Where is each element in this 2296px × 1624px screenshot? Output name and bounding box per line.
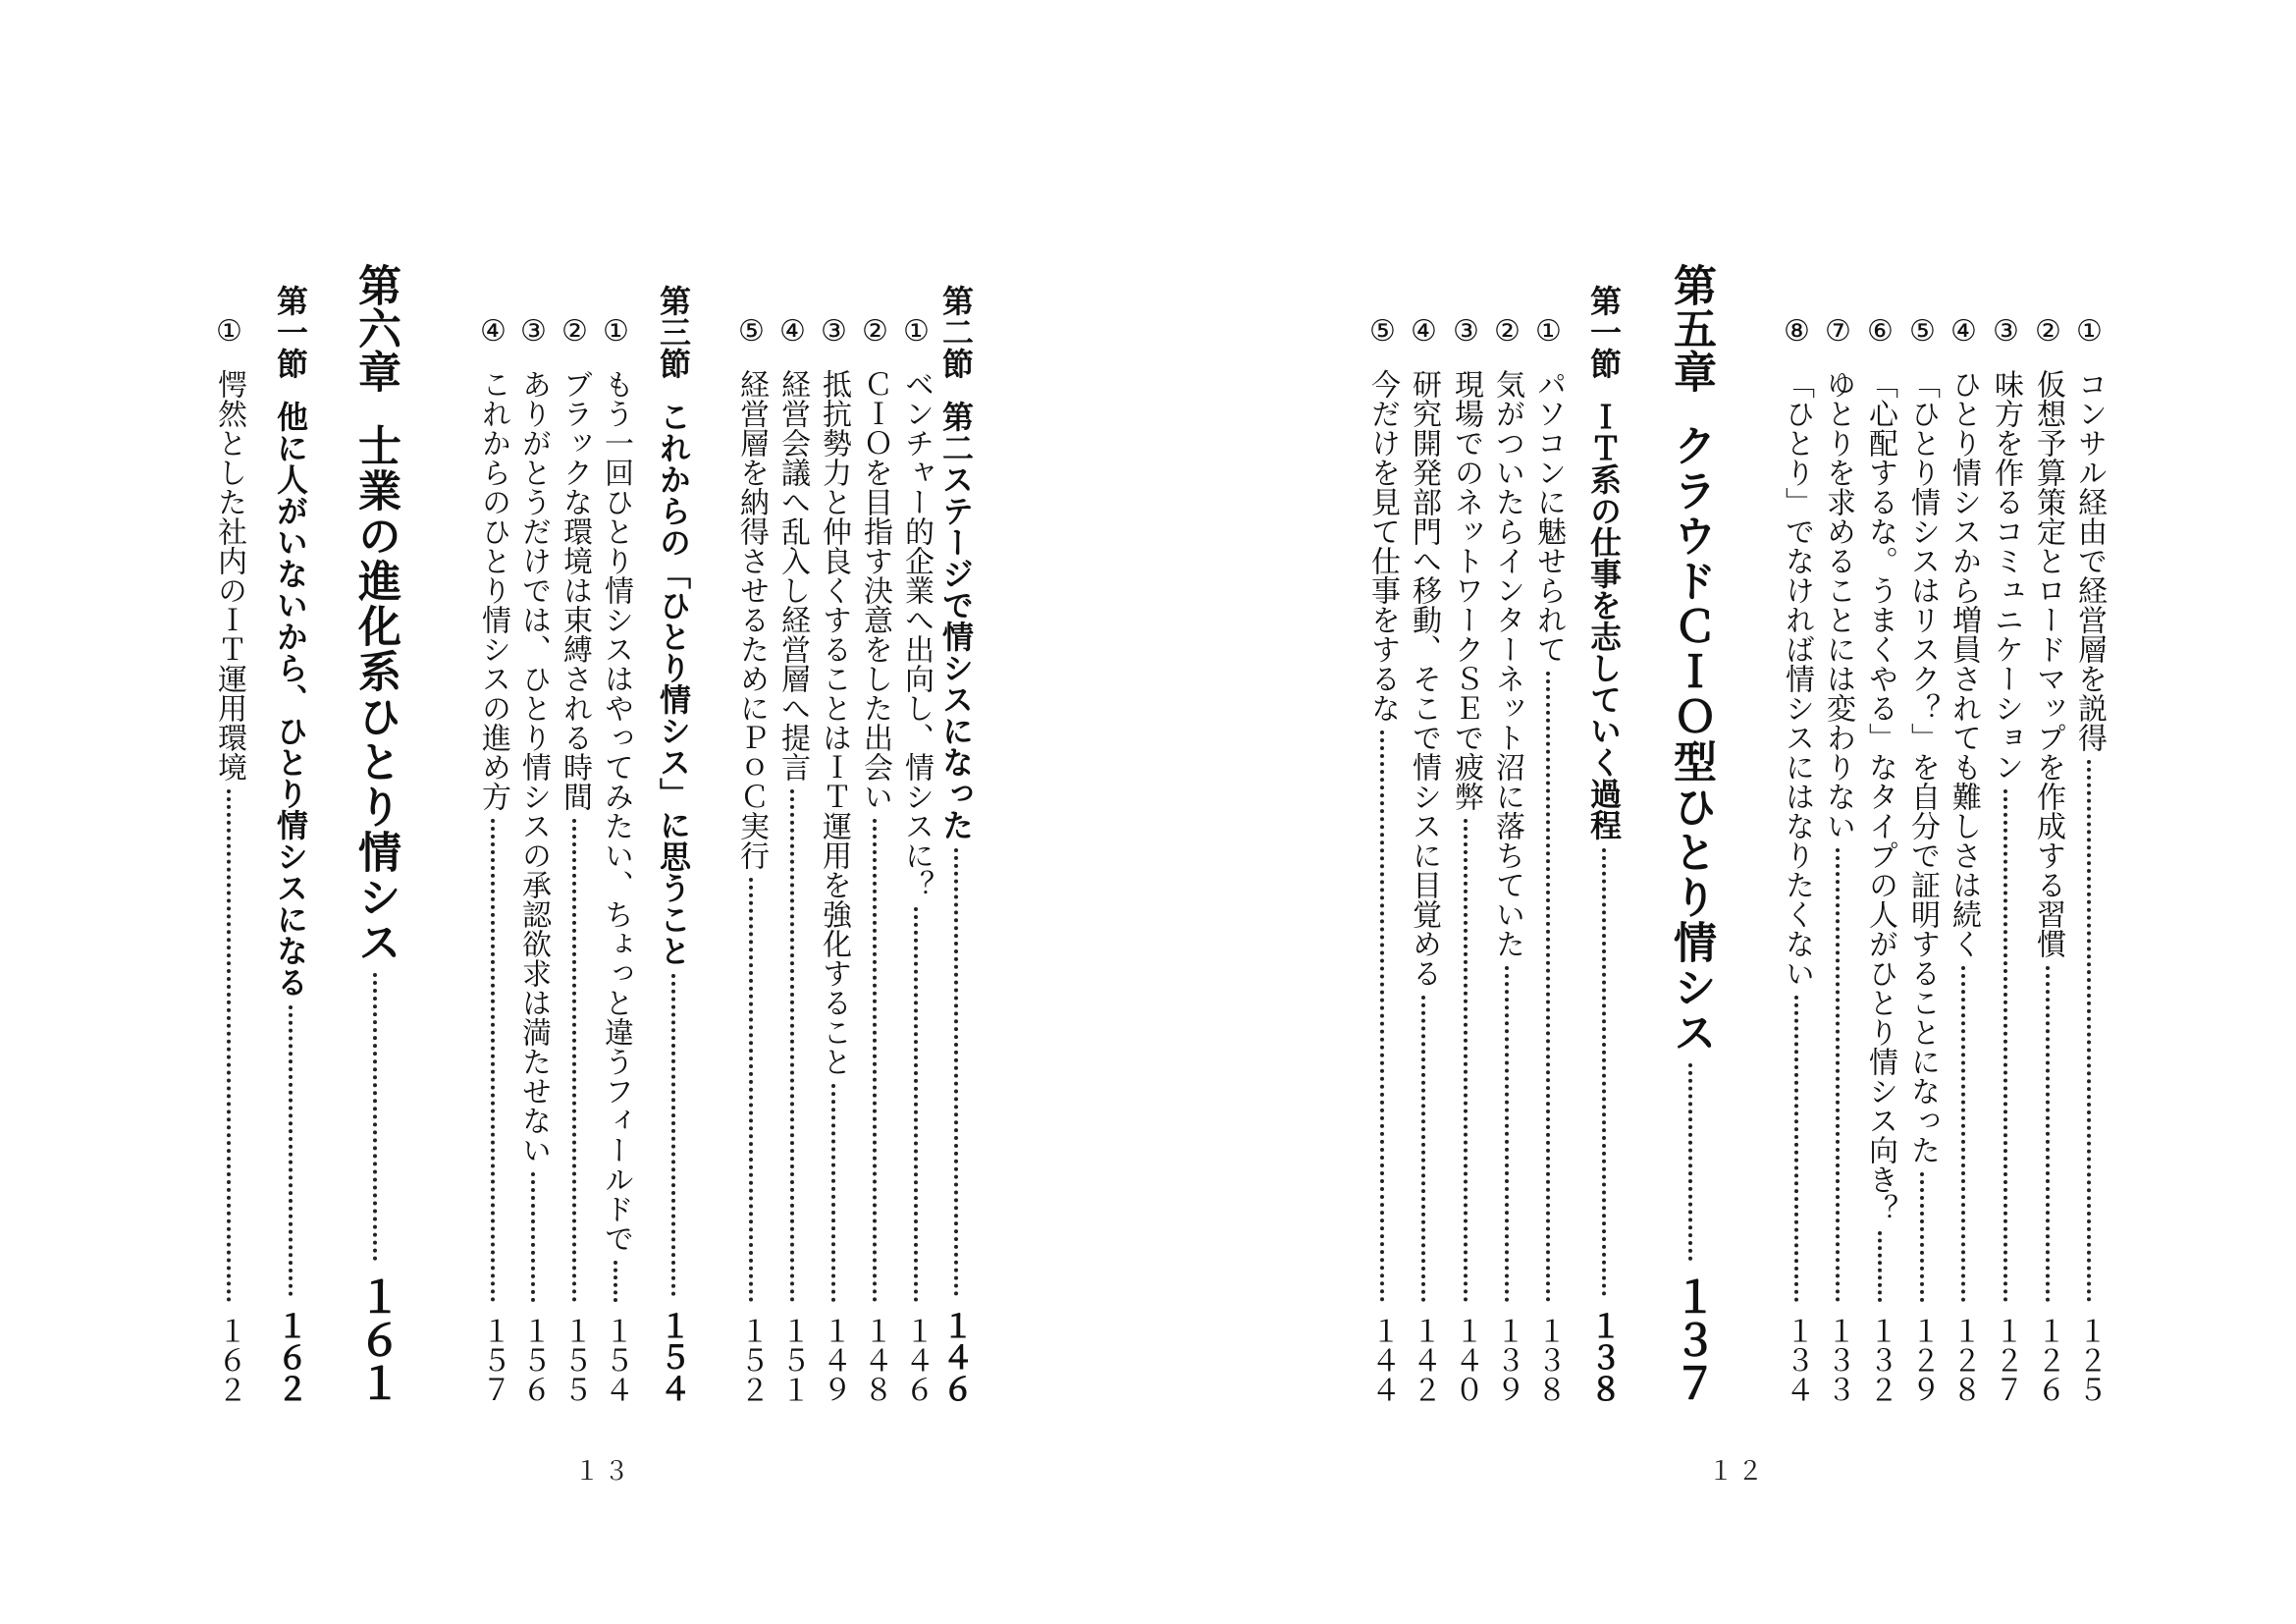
item-title: 「ひとり」でなければ情シスにはなりたくない — [1780, 369, 1814, 988]
item-title: 今だけを見て仕事をするな — [1365, 369, 1400, 723]
page-number: １２５ — [2072, 1316, 2107, 1404]
toc-entry-sub — [516, 314, 551, 1404]
item-number: ① — [1531, 314, 1566, 349]
toc-entry-sub — [1905, 314, 1940, 1404]
page-number: １２７ — [1989, 1316, 2023, 1404]
item-title: パソコンに魅せられて — [1531, 369, 1566, 664]
section-title: これからの「ひとり情シス」に思うこと — [655, 401, 692, 967]
toc-entry-sub — [1365, 314, 1400, 1404]
page-number: １５５ — [558, 1316, 592, 1404]
item-number: ③ — [516, 314, 551, 349]
item-number: ③ — [817, 314, 851, 349]
toc-entry-sub — [1947, 314, 1981, 1404]
page-number: １４４ — [1365, 1316, 1400, 1404]
page-number: １５４ — [599, 1316, 633, 1404]
item-number: ④ — [775, 314, 810, 349]
toc-entry-sub — [1449, 314, 1483, 1404]
dot-leader — [2003, 789, 2007, 1302]
section-number: 第二節 — [937, 285, 975, 379]
toc-entry-chap — [350, 263, 400, 1404]
toc-entry-sub — [1865, 314, 1895, 1404]
toc-entry-sub — [775, 314, 810, 1404]
toc-entry-chap — [1666, 263, 1716, 1404]
item-title: 研究開発部門へ移動、そこで情シスに目覚める — [1407, 369, 1441, 988]
toc-entry-sub — [1989, 314, 2023, 1404]
item-number: ② — [1490, 314, 1524, 349]
chapter-number: 第五章 — [1666, 263, 1716, 393]
page-number: １３７ — [1666, 1274, 1716, 1404]
item-title: 経営会議へ乱入し経営層へ提言 — [775, 369, 810, 782]
toc-entry-sub — [599, 314, 633, 1404]
item-number: ④ — [1407, 314, 1441, 349]
dot-leader — [873, 819, 877, 1302]
item-title: もう一回ひとり情シスはやってみたい、ちょっと違うフィールドで — [599, 369, 633, 1253]
item-title: 経営層を納得させるためにＰｏＣ実行 — [734, 369, 769, 870]
item-number: ② — [558, 314, 592, 349]
page-number: １６２ — [212, 1316, 246, 1404]
item-number: ① — [2072, 314, 2107, 349]
dot-leader — [1602, 848, 1606, 1296]
page-number: １３２ — [1863, 1316, 1897, 1404]
dot-leader — [831, 1084, 835, 1302]
page-number: １３８ — [1585, 1310, 1623, 1404]
item-title: 抵抗勢力と仲良くすることはＩＴ運用を強化すること — [817, 369, 851, 1076]
item-title: ＣＩＯを目指す決意をした出会い — [858, 369, 892, 811]
dot-leader — [491, 819, 495, 1302]
toc-entry-sub — [476, 314, 510, 1404]
item-number: ① — [899, 314, 934, 349]
page-number: １４６ — [899, 1316, 934, 1404]
dot-leader — [1920, 1172, 1924, 1302]
page-number: １５７ — [476, 1316, 510, 1404]
dot-leader — [531, 1172, 535, 1302]
dot-leader — [1505, 966, 1509, 1302]
item-number: ⑧ — [1780, 314, 1814, 349]
page-number: １５６ — [516, 1316, 551, 1404]
toc-entry-sec — [272, 285, 309, 1404]
dot-leader — [790, 789, 794, 1302]
item-number: ⑤ — [1365, 314, 1400, 349]
dot-leader — [749, 878, 753, 1302]
item-number: ③ — [1989, 314, 2023, 349]
item-number: ⑤ — [734, 314, 769, 349]
item-title: ひとり情シスから増員されても難しさは続く — [1947, 369, 1981, 958]
toc-entry-sub — [212, 314, 246, 1404]
page-number: １２９ — [1905, 1316, 1940, 1404]
page-number: １４０ — [1449, 1316, 1483, 1404]
page-number: １３８ — [1531, 1316, 1566, 1404]
dot-leader — [1380, 731, 1384, 1302]
dot-leader — [1688, 1063, 1692, 1261]
item-number: ② — [2031, 314, 2065, 349]
item-title: これからのひとり情シスの進め方 — [476, 369, 510, 811]
dot-leader — [1546, 672, 1550, 1302]
page-number: １６１ — [350, 1274, 400, 1404]
page-number: １３３ — [1821, 1316, 1855, 1404]
page-number: １３９ — [1490, 1316, 1524, 1404]
toc-entry-sub — [1531, 314, 1566, 1404]
page-number: １５２ — [734, 1316, 769, 1404]
item-title: 気がついたらインターネット沼に落ちていた — [1490, 369, 1524, 958]
toc-entry-sub — [734, 314, 769, 1404]
item-title: ブラックな環境は束縛される時間 — [558, 369, 592, 811]
item-number: ④ — [1947, 314, 1981, 349]
section-number: 第三節 — [655, 285, 692, 379]
item-title: 仮想予算策定とロードマップを作成する習慣 — [2031, 369, 2065, 958]
item-title: ゆとりを求めることには変わりない — [1821, 369, 1855, 840]
dot-leader — [227, 789, 231, 1302]
left-page-folio: １３ — [574, 1457, 634, 1487]
dot-leader — [1878, 1231, 1882, 1302]
dot-leader — [1794, 996, 1798, 1302]
item-number: ① — [212, 314, 246, 349]
toc-entry-sub — [2031, 314, 2065, 1404]
dot-leader — [373, 973, 377, 1261]
section-title: 第二ステージで情シスになった — [937, 401, 975, 841]
toc-entry-sec — [1585, 285, 1623, 1404]
chapter-title: クラウドＣＩＯ型ひとり情シス — [1666, 422, 1716, 1056]
toc-entry-sub — [1780, 314, 1814, 1404]
toc-entry-sub — [1407, 314, 1441, 1404]
toc-entry-sub — [858, 314, 892, 1404]
item-title: 現場でのネットワークＳＥで疲弊 — [1449, 369, 1483, 811]
item-title: ありがとうだけでは、ひとり情シスの承認欲求は満たせない — [516, 369, 551, 1164]
toc-entry-sec — [937, 285, 975, 1404]
dot-leader — [1421, 996, 1425, 1302]
toc-entry-sub — [1492, 314, 1522, 1404]
page-number: １３４ — [1780, 1316, 1814, 1404]
page-number: １４９ — [817, 1316, 851, 1404]
item-number: ① — [599, 314, 633, 349]
chapter-title: 士業の進化系ひとり情シス — [350, 422, 400, 965]
page-number: １２６ — [2031, 1316, 2065, 1404]
dot-leader — [914, 907, 918, 1302]
section-number: 第一節 — [1585, 285, 1623, 379]
page-number: １４２ — [1407, 1316, 1441, 1404]
toc-entry-sub — [2072, 314, 2107, 1404]
dot-leader — [289, 1005, 293, 1296]
toc-entry-sub — [817, 314, 851, 1404]
page-number: １４８ — [858, 1316, 892, 1404]
item-number: ④ — [476, 314, 510, 349]
page-number: １５４ — [655, 1310, 692, 1404]
section-title: 他に人がいないから、ひとり情シスになる — [272, 401, 309, 999]
dot-leader — [1961, 966, 1965, 1302]
dot-leader — [2046, 966, 2050, 1302]
toc-entry-sub — [899, 314, 934, 1404]
item-number: ② — [858, 314, 892, 349]
page-number: １６２ — [272, 1310, 309, 1404]
item-number: ⑦ — [1821, 314, 1855, 349]
toc-entry-sub — [558, 314, 592, 1404]
page-number: １２８ — [1947, 1316, 1981, 1404]
item-number: ⑤ — [1905, 314, 1940, 349]
item-number: ⑥ — [1863, 314, 1897, 349]
toc-entry-sub — [1821, 314, 1855, 1404]
dot-leader — [671, 974, 675, 1296]
dot-leader — [572, 819, 576, 1302]
section-number: 第一節 — [272, 285, 309, 379]
page-number: １４６ — [937, 1310, 975, 1404]
item-title: コンサル経由で経営層を説得 — [2072, 369, 2107, 752]
page-number: １５１ — [775, 1316, 810, 1404]
dot-leader — [1836, 848, 1840, 1302]
item-title: 「ひとり情シスはリスク？」を自分で証明することになった — [1905, 369, 1940, 1164]
dot-leader — [2087, 760, 2091, 1302]
item-title: ベンチャー的企業へ出向し、情シスに？ — [899, 369, 934, 899]
dot-leader — [1464, 819, 1468, 1302]
dot-leader — [954, 848, 958, 1296]
dot-leader — [614, 1261, 617, 1302]
chapter-number: 第六章 — [350, 263, 400, 393]
section-title: ＩＴ系の仕事を志していく過程 — [1585, 401, 1623, 841]
right-page-folio: １２ — [1708, 1457, 1768, 1487]
item-title: 愕然とした社内のＩＴ運用環境 — [212, 369, 246, 782]
item-number: ③ — [1449, 314, 1483, 349]
item-title: 「心配するな。うまくやる」なタイプの人がひとり情シス向き？ — [1863, 369, 1897, 1223]
item-title: 味方を作るコミュニケーション — [1989, 369, 2023, 782]
toc-entry-sec — [655, 285, 692, 1404]
